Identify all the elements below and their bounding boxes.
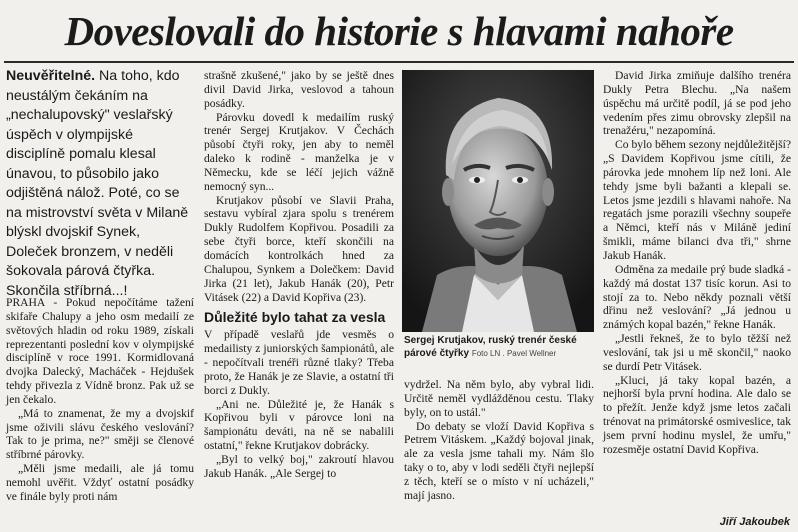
paragraph: David Jirka zmiňuje dalšího trenéra Dukly Petra Blechu. „Na našem úspěchu má určitě podíl, já se pod jeho vedením přes zimu obrovsky zlepšil na trenažéru," nezapomíná.	[603, 69, 791, 138]
headline-rule	[4, 61, 794, 63]
paragraph: Co bylo během sezony nejdůležitější? „S Davidem Kopřivou jsme cítili, že párovka jede mnohem líp než loni. Ale tehdy jsme byli bažanti a klepali se. Letos jsme jezdili s hlavami nahoře. Na regatách jsme porazili všechny soupeře a Němci, kteří nás v Miláně jediní šmikli, máme bilanci dva tři," shrne Jakub Hanák.	[603, 138, 791, 262]
portrait-image	[402, 70, 594, 332]
headline: Doveslovali do historie s hlavami nahoře	[64, 8, 734, 54]
lead-paragraph	[6, 67, 194, 301]
lead-text: Na toho, kdo neustálým čekáním na „nechalupovský" veslařský úspěch v olympijské disciplíně pomalu klesal únavou, to působilo jako odjištěná nálož. Poté, co se na mistrovství světa v Milaně blýskl dvojskif Synek, Doleček bronzem, v neděli šokovala párová čtyřka. Skončila stříbrná...!	[6, 68, 189, 299]
photo-caption	[404, 334, 594, 360]
paragraph: „Má to znamenat, že my a dvojskif jsme oživili slávu českého veslování? Tak to je prima, ne?" směji se členové stříbrné párovky.	[6, 406, 194, 462]
lead-strong: Neuvěřitelné.	[6, 68, 96, 84]
paragraph: „Byl to velký boj," zakroutí hlavou Jakub Hanák. „Ale Sergej to	[204, 452, 394, 480]
author-byline: Jiří Jakoubek	[719, 516, 790, 528]
paragraph: V případě veslařů jde vesměs o medailisty z juniorských šampionátů, ale - nepočítvali trenéři různé tlaky? Třeba proto, že Hanák je ze Slavie, a ostatní tři borci z Dukly.	[204, 328, 394, 397]
column-2	[204, 69, 394, 481]
paragraph: „Kluci, já taky kopal bazén, a nejhorší byla první hodina. Ale dalo se to přežít. Jenže když jsme letos začali trénovat na primátorské osmiveslice, tak jsem první hodinu myslel, že umřu," rozesměje ostatní David Kopřiva.	[603, 373, 791, 456]
column-3	[404, 378, 594, 503]
column-1	[6, 296, 194, 504]
paragraph: PRAHA - Pokud nepočítáme tažení skifaře Chalupy a jeho osm medailí ze světových hladin od roku 1989, získali reprezentanti poslední kov v olympijské disciplíně v roce 1991. Kormidlovaná dvojka Dalecký, Macháček - Hejdušek tehdy přivezla z Vídně bronz. Pak už se jen čekalo.	[6, 296, 194, 406]
paragraph: Krutjakov působí ve Slavii Praha, sestavu vybíral zjara spolu s trenérem Dukly Rudolfem Kopřivou. Posadili za sebe čtyři borce, kteří skončili na domácích kontrolkách hned za Chalupou, Synkem a Dolečkem: David Jirka (21 let), Jakub Hanák (20), Petr Vitásek (22) a David Kopřiva (23).	[204, 193, 394, 304]
paragraph: Do debaty se vloží David Kopřiva s Petrem Vitáskem. „Každý bojoval jinak, ale za vesla jsme tahali my. Nám šlo taky o to, aby v lodi seděli čtyři nejlepší z těch, kteří se o místo v ní ucházeli," mají jasno.	[404, 419, 594, 502]
paragraph: strašně zkušené," jako by se ještě dnes divil David Jirka, veslovod a tahoun posádky.	[204, 69, 394, 110]
section-subhead: Důležité bylo tahat za vesla	[204, 309, 386, 326]
paragraph: „Měli jsme medaili, ale já tomu nemohl uvěřit. Vždyť ostatní posádky ve finále byly proti nám	[6, 462, 194, 503]
paragraph: „Ani ne. Důležité je, že Hanák s Kopřivou byli v párovce loni na šampionátu deváti, na ně se nabalili ostatní," řekne Krutjakov dobrácky.	[204, 397, 394, 453]
caption-name: Sergej Krutjakov, ruský trenér české párové čtyřky	[404, 335, 577, 359]
paragraph: Odměna za medaile prý bude sladká - každý má dostat 137 tisíc korun. Asi to stojí za to. Nebo někdy poznali větší dřinu než veslování? „Já jednou u známých kopal bazén," řekne Hanák.	[603, 262, 791, 332]
paragraph: vydržel. Na něm bylo, aby vybral lidi. Určitě neměl vydlážděnou cestu. Tlaky byly, on to ustál."	[404, 378, 594, 419]
paragraph: Párovku dovedl k medailím ruský trenér Sergej Krutjakov. V Čechách působí čtyři roky, jen aby to neměl daleko k rodině - manželka je v Německu, kde se léčí jejich vážně nemocný syn...	[204, 110, 394, 193]
paragraph: „Jestli řekneš, že to bylo těžší než veslování, tak jsi u mě skončil," naoko se durdí Petr Vitásek.	[603, 332, 791, 373]
coach-portrait-photo	[402, 70, 594, 332]
column-4	[603, 69, 791, 457]
photo-credit: Foto LN . Pavel Wellner	[471, 349, 557, 358]
